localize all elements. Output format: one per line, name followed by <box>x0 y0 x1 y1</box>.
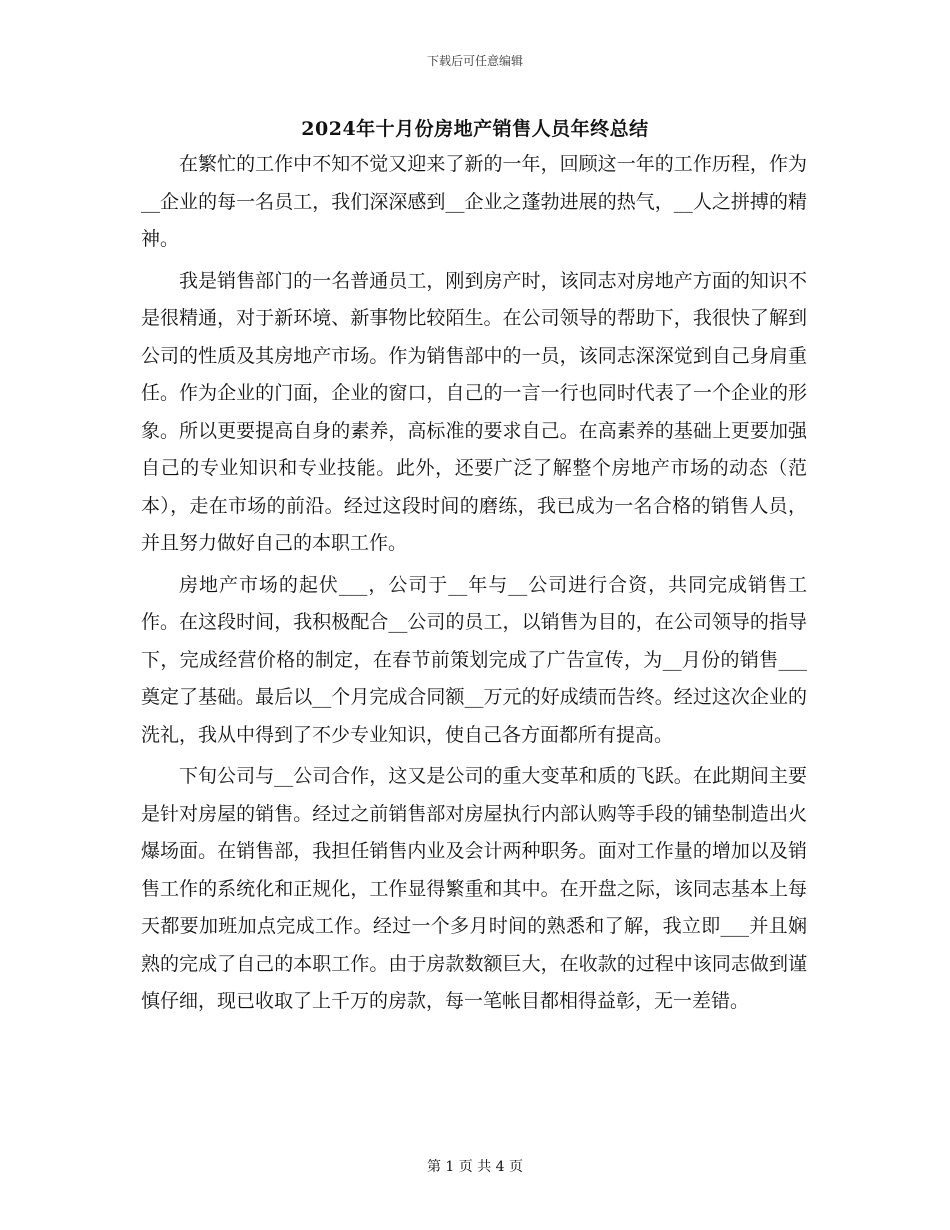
paragraph-2: 我是销售部门的一名普通员工，刚到房产时，该同志对房地产方面的知识不是很精通，对于新环境、新事物比较陌生。在公司领导的帮助下，我很快了解到公司的性质及其房地产市场。作为销售部中的一员，该同志深深觉到自己身肩重任。作为企业的门面，企业的窗口，自己的一言一行也同时代表了一个企业的形象。所以更要提高自身的素养，高标准的要求自己。在高素养的基础上更要加强自己的专业知识和专业技能。此外，还要广泛了解整个房地产市场的动态（范本），走在市场的前沿。经过这段时间的磨练，我已成为一名合格的销售人员，并且努力做好自己的本职工作。 <box>141 269 807 554</box>
paragraph-3: 房地产市场的起伏___，公司于__年与__公司进行合资，共同完成销售工作。在这段时间，我积极配合__公司的员工，以销售为目的，在公司领导的指导下，完成经营价格的制定，在春节前策划完成了广告宣传，为__月份的销售___奠定了基础。最后以__个月完成合同额__万元的好成绩而告终。经过这次企业的洗礼，我从中得到了不少专业知识，使自己各方面都所有提高。 <box>141 573 807 746</box>
page-header: 下载后可任意编辑 <box>426 54 523 68</box>
paragraph-4: 下旬公司与__公司合作，这又是公司的重大变革和质的飞跃。在此期间主要是针对房屋的销售。经过之前销售部对房屋执行内部认购等手段的铺垫制造出火爆场面。在销售部，我担任销售内业及会计两种职务。面对工作量的增加以及销售工作的系统化和正规化，工作显得繁重和其中。在开盘之际，该同志基本上每天都要加班加点完成工作。经过一个多月时间的熟悉和了解，我立即___并且娴熟的完成了自己的本职工作。由于房款数额巨大，在收款的过程中该同志做到谨慎仔细，现已收取了上千万的房款，每一笔帐目都相得益彰，无一差错。 <box>141 765 807 1012</box>
document-body <box>141 146 807 1025</box>
page-footer: 第 1 页 共 4 页 <box>426 1159 524 1175</box>
paragraph-1: 在繁忙的工作中不知不觉又迎来了新的一年，回顾这一年的工作历程，作为__企业的每一名员工，我们深深感到__企业之蓬勃进展的热气，__人之拼搏的精神。 <box>141 153 807 250</box>
document-title: 2024年十月份房地产销售人员年终总结 <box>301 118 649 140</box>
